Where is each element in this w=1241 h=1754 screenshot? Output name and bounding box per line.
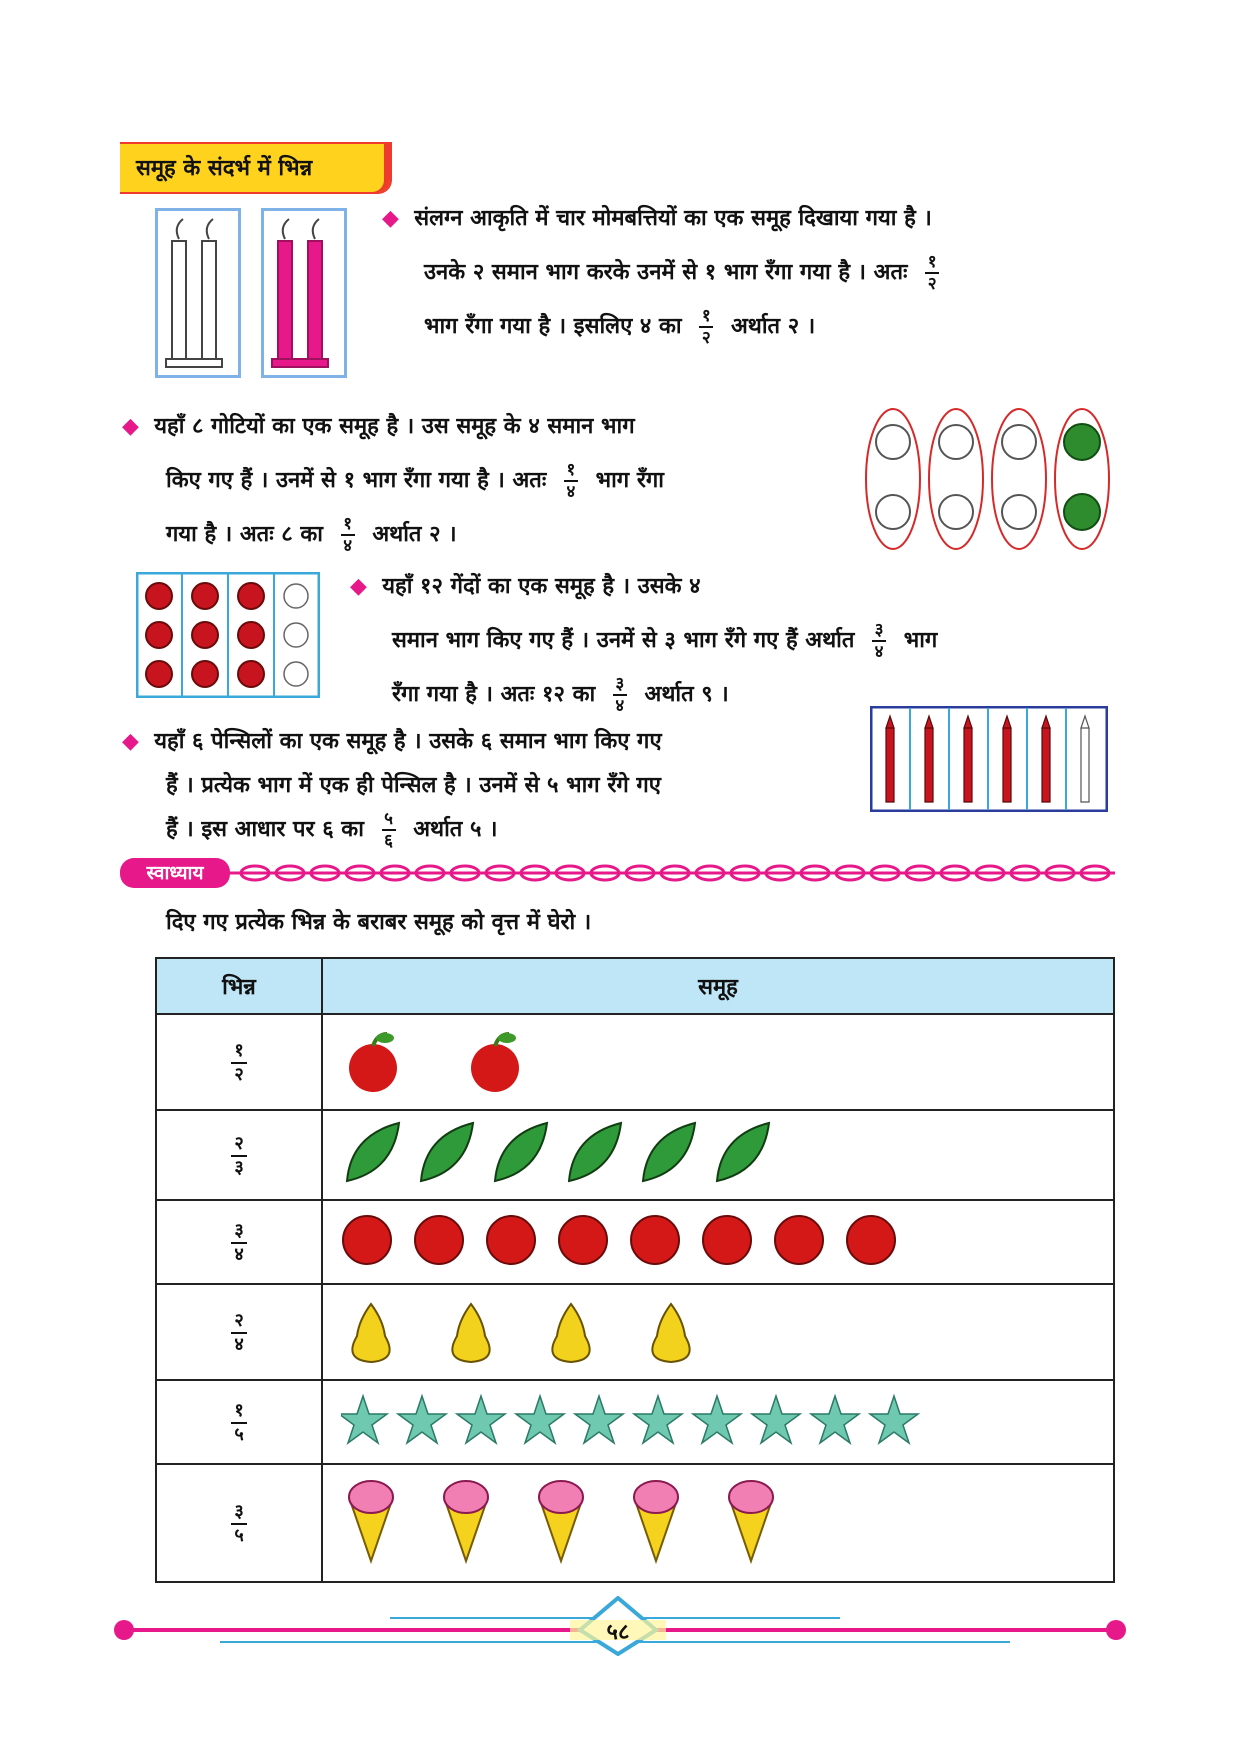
table-row — [156, 1110, 1114, 1200]
white-candles-icon — [158, 211, 238, 375]
fraction: $\frac{१}{४}$ — [341, 515, 355, 555]
group-cell[interactable] — [322, 1464, 1114, 1582]
leaf-icon — [341, 1115, 941, 1191]
cricket-ball-icon — [341, 1208, 941, 1272]
fraction-groups-table — [155, 957, 1115, 1583]
fraction: $\frac{३}{४}$ — [613, 675, 627, 715]
pencils-paragraph: ◆ यहाँ ६ पेन्सिलों का एक समूह है । उसके ६ समान भाग किए गए हैं । प्रत्येक भाग में एक ही पेन्सिल है । उनमें से ५ भाग रँगे गए हैं । इस आधार पर ६ का $\frac{५}{६}$ अर्थात ५ । — [122, 729, 662, 851]
fraction: $\frac{३}{४}$ — [872, 621, 886, 661]
column-header-fraction: भिन्न — [156, 958, 322, 1014]
balls-grid-illustration — [136, 572, 320, 698]
diamond-bullet-icon: ◆ — [122, 414, 139, 439]
ice-cream-icon — [341, 1473, 941, 1569]
section-heading-text: समूह के संदर्भ में भिन्न — [136, 156, 313, 181]
fraction-cell: १ २ — [156, 1014, 322, 1110]
diamond-bullet-icon: ◆ — [122, 729, 139, 754]
star-icon — [341, 1390, 941, 1450]
fraction: $\frac{१}{२}$ — [699, 307, 713, 347]
apple-icon — [341, 1020, 941, 1100]
page-number: ५८ — [606, 1620, 630, 1645]
diamond-bullet-icon: ◆ — [350, 574, 367, 599]
fraction: $\frac{१}{४}$ — [564, 461, 578, 501]
fraction-cell: ३ ५ — [156, 1464, 322, 1582]
fraction-cell: २ ४ — [156, 1284, 322, 1380]
goti-paragraph: ◆ यहाँ ८ गोटियों का एक समूह है । उस समूह के ४ समान भाग किए गए हैं । उनमें से १ भाग रँगा गया है । अतः $\frac{१}{४}$ भाग रँगा गया है । अतः ८ का $\frac{१}{४}$ अर्थात २ । — [122, 414, 664, 556]
table-row — [156, 1380, 1114, 1464]
table-row — [156, 1284, 1114, 1380]
section-heading — [120, 142, 392, 194]
group-cell[interactable] — [322, 1014, 1114, 1110]
fraction-cell: २ ३ — [156, 1110, 322, 1200]
balls-paragraph: ◆ यहाँ १२ गेंदों का एक समूह है । उसके ४ समान भाग किए गए हैं । उनमें से ३ भाग रँगे गए हैं अर्थात $\frac{३}{४}$ भाग रँगा गया है । अतः १२ का $\frac{३}{४}$ अर्थात ९ । — [350, 574, 938, 716]
fraction: $\frac{१}{२}$ — [925, 253, 939, 293]
group-cell[interactable] — [322, 1284, 1114, 1380]
fraction-cell: १ ५ — [156, 1380, 322, 1464]
fraction-cell: ३ ४ — [156, 1200, 322, 1284]
exercise-instruction: दिए गए प्रत्येक भिन्न के बराबर समूह को वृत्त में घेरो । — [166, 910, 592, 935]
pink-candles-icon — [264, 211, 344, 375]
candles-paragraph: ◆ संलग्न आकृति में चार मोमबत्तियों का एक समूह दिखाया गया है । उनके २ समान भाग करके उनमें से १ भाग रँगा गया है । अतः $\frac{१}{२}$ भाग रँगा गया है । इसलिए ४ का $\frac{१}{२}$ अर्थात २ । — [382, 192, 1122, 354]
candles-white-box — [155, 208, 241, 378]
exercise-tag: स्वाध्याय — [120, 858, 230, 888]
table-row — [156, 1014, 1114, 1110]
fraction: $\frac{५}{६}$ — [382, 810, 396, 850]
table-row — [156, 1200, 1114, 1284]
goti-groups-illustration — [860, 404, 1124, 554]
group-cell[interactable] — [322, 1380, 1114, 1464]
exercise-divider — [120, 858, 1120, 888]
pear-icon — [341, 1290, 941, 1370]
group-cell[interactable] — [322, 1110, 1114, 1200]
table-header-row — [156, 958, 1114, 1014]
column-header-group: समूह — [322, 958, 1114, 1014]
candles-pink-box — [261, 208, 347, 378]
diamond-bullet-icon: ◆ — [382, 206, 399, 231]
table-row — [156, 1464, 1114, 1582]
pencils-illustration — [870, 706, 1108, 812]
group-cell[interactable] — [322, 1200, 1114, 1284]
